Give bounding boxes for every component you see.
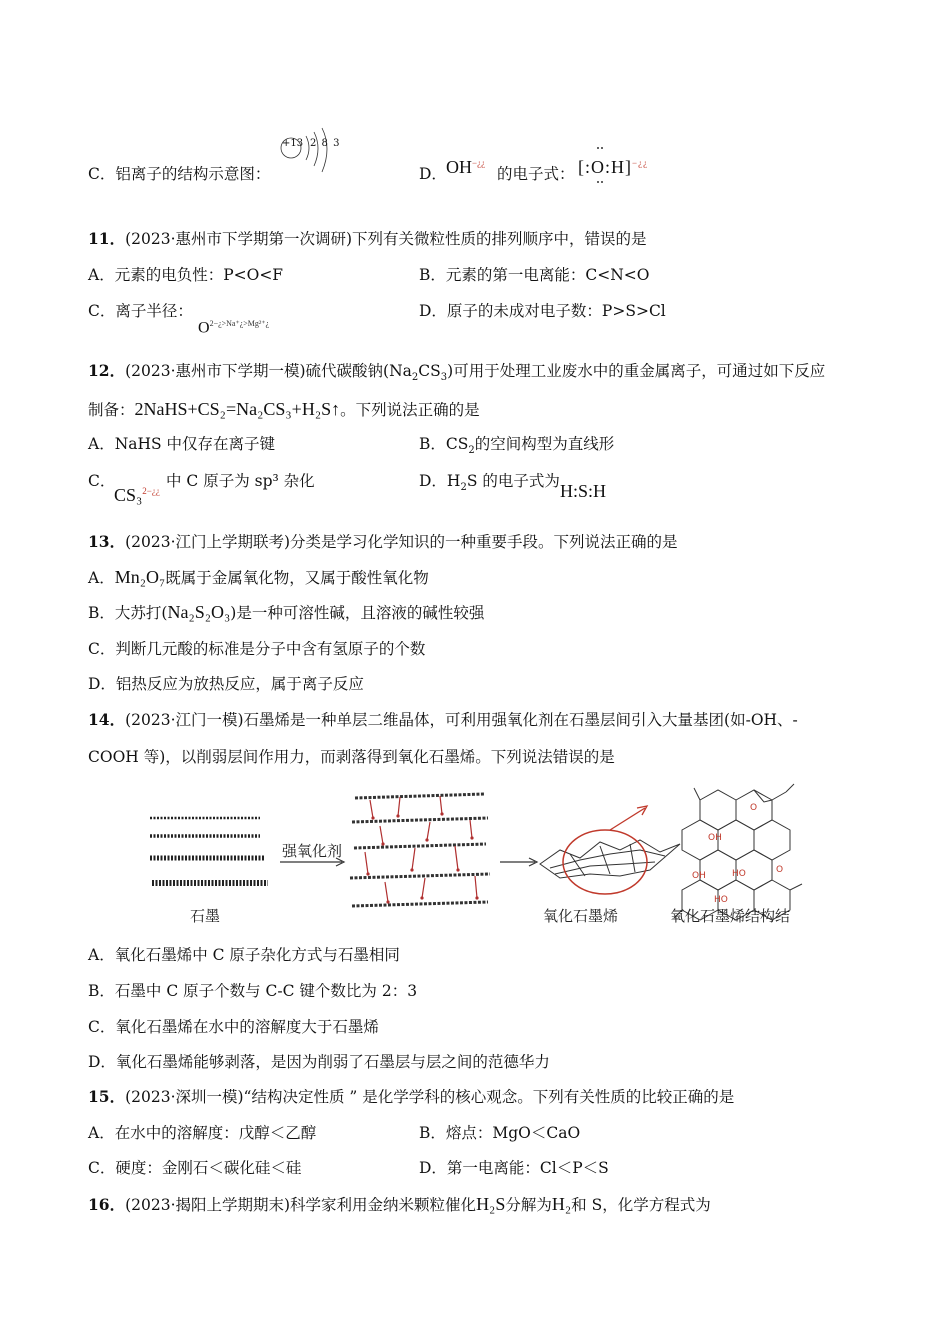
q11-ionic-radius-formula: $O^{2-¿>Na^+¿>Mg^{2+}¿}$: [198, 319, 270, 337]
q11-number: 11．: [88, 229, 126, 248]
fig-graphene-oxide-label: 氧化石墨烯: [543, 907, 619, 925]
zoom-arrow: [610, 808, 645, 830]
q10-option-c-label: C．铝离子的结构示意图：: [88, 165, 271, 183]
oxidized-graphite-stack: [350, 794, 490, 906]
h2s-electron-formula: H:S:H: [560, 481, 607, 501]
structure-oh-label: OH: [708, 833, 722, 843]
q11-option-b: B．元素的第一电离能：C<N<O: [419, 266, 650, 284]
structure-o-label-2: O: [776, 865, 784, 875]
fig-structure-label: 氧化石墨烯结构结: [670, 907, 791, 925]
q14-option-d: D．氧化石墨烯能够剥落，是因为削弱了石墨层与层之间的范德华力: [88, 1053, 550, 1071]
q14-stem-line2: COOH 等)，以削弱层间作用力，而剥落得到氧化石墨烯。下列说法错误的是: [88, 748, 615, 766]
q11-option-c: C．离子半径：: [88, 302, 193, 320]
fig-oxidant-label: 强氧化剂: [282, 842, 343, 860]
structure-oh-label-2: OH: [692, 871, 706, 881]
q14-option-b: B．石墨中 C 原子个数与 C-C 键个数比为 2：3: [88, 982, 418, 1000]
q14-option-c: C．氧化石墨烯在水中的溶解度大于石墨烯: [88, 1018, 379, 1036]
q10-option-d: [419, 163, 447, 185]
q14-option-a: A．氧化石墨烯中 C 原子杂化方式与石墨相同: [88, 946, 400, 964]
q10-option-c: [88, 163, 270, 185]
q11-option-a: A．元素的电负性：P<O<F: [88, 266, 284, 284]
q15-option-d: D．第一电离能：Cl＜P＜S: [419, 1159, 609, 1177]
structure-ho-label-2: HO: [714, 895, 728, 905]
graphene-oxide-sheet: [540, 840, 680, 878]
q12-equation: 2NaHS+CS₂=Na₂CS₃+H₂S↑: [134, 399, 341, 419]
hydroxide-electron-charge: −¿¿: [632, 158, 649, 168]
h2-formula: H₂: [551, 1194, 572, 1214]
q14-number: 14．: [88, 710, 126, 729]
q12-option-b: B．$CS_2$的空间构型为直线形: [419, 435, 615, 457]
q13-option-c: C．判断几元酸的标准是分子中含有氢原子的个数: [88, 640, 426, 658]
na2s2o3-formula: Na₂S₂O₃: [167, 602, 231, 622]
q15-number: 15．: [88, 1087, 126, 1106]
q12-number: 12．: [88, 361, 126, 380]
q11-stem-text: (2023·惠州市下学期第一次调研)下列有关微粒性质的排列顺序中，错误的是: [125, 230, 647, 248]
q13-option-b: B．大苏打(Na₂S₂O₃)是一种可溶性碱，且溶液的碱性较强: [88, 602, 485, 622]
q16-number: 16．: [88, 1195, 126, 1214]
aluminum-nucleus-charge: +13: [282, 138, 304, 149]
q10-option-d-label: D．: [419, 165, 447, 183]
graphite-layers: [150, 818, 268, 883]
hydroxide-charge: −¿¿: [472, 158, 486, 168]
q14-stem-line1: 14．(2023·江门一模)石墨烯是一种单层二维晶体，可利用强氧化剂在石墨层间引入大量基团(如-OH、-: [88, 710, 798, 729]
q15-option-c: C．硬度：金刚石＜碳化硅＜硅: [88, 1159, 302, 1177]
fig-graphite-label: 石墨: [190, 907, 221, 925]
q12-stem-line2: 制备：2NaHS+CS₂=Na₂CS₃+H₂S↑。下列说法正确的是: [88, 399, 480, 419]
h2s-formula: H₂S: [476, 1194, 506, 1214]
q16-stem: 16．(2023·揭阳上学期期末)科学家利用金纳米颗粒催化H₂S分解为H₂和 S，化学方程式为: [88, 1194, 711, 1214]
q11-option-d: D．原子的未成对电子数：P>S>Cl: [419, 302, 666, 320]
q15-stem: 15．(2023·深圳一模)“结构决定性质 ” 是化学学科的核心观念。下列有关性质的比较正确的是: [88, 1087, 735, 1106]
q13-option-a: A．Mn₂O₇既属于金属氧化物，又属于酸性氧化物: [88, 567, 429, 587]
q12-stem-line1: 12．(2023·惠州市下学期一模)硫代碳酸钠$(Na_2CS_3)$可用于处理工业废水中的重金属离子，可通过如下反应: [88, 361, 826, 384]
q15-option-b: B．熔点：MgO＜CaO: [419, 1124, 581, 1142]
hydroxide-electron-formula: [:O:H]−¿¿: [578, 157, 649, 177]
q12-option-d: D．$H_2S$ 的电子式为: [419, 472, 560, 494]
mn2o7-formula: Mn₂O₇: [114, 567, 166, 587]
q13-stem: 13．(2023·江门上学期联考)分类是学习化学知识的一种重要手段。下列说法正确的是: [88, 532, 678, 551]
structure-o-label: O: [750, 803, 758, 813]
q12-thiocarbonate-formula: CS₃$^{2-¿¿}$: [114, 485, 160, 505]
q12-option-c-label: C．: [88, 472, 116, 490]
q13-number: 13．: [88, 532, 126, 551]
structure-ho-label: HO: [732, 869, 746, 879]
q13-option-d: D．铝热反应为放热反应，属于离子反应: [88, 675, 364, 693]
q11-stem: [88, 228, 647, 250]
hydroxide-formula: OH−¿¿: [446, 157, 486, 177]
graphene-oxide-structure: [674, 784, 802, 920]
aluminum-shell-electrons: 2 8 3: [310, 138, 341, 149]
q10-option-d-tail: 的电子式：: [497, 165, 575, 183]
q12-option-a: A．NaHS 中仅存在离子键: [88, 435, 276, 453]
q12-option-c-text: 中 C 原子为 sp³ 杂化: [166, 472, 315, 490]
q15-option-a: A．在水中的溶解度：戊醇＜乙醇: [88, 1124, 317, 1142]
lone-pair-dots: [596, 146, 606, 186]
